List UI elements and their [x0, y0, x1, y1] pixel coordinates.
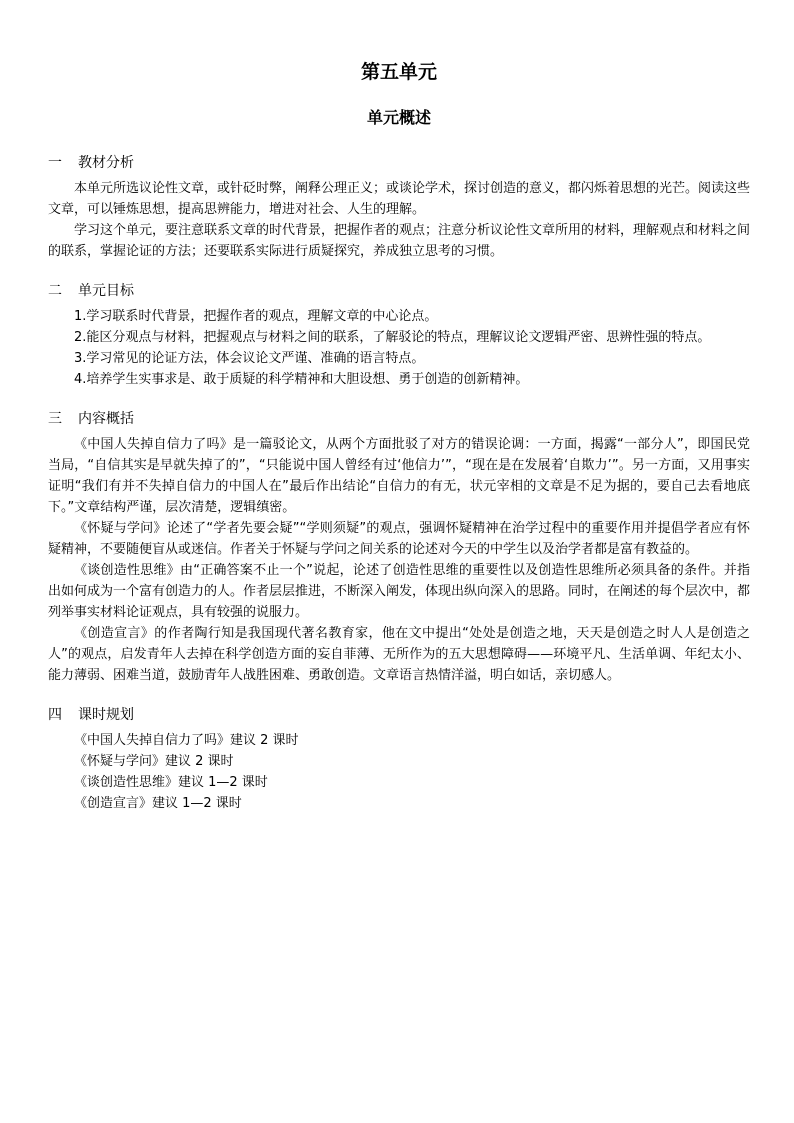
document-subtitle: 单元概述 [366, 108, 431, 127]
section-title: 内容概括 [78, 411, 134, 427]
goal-item: 2.能区分观点与材料，把握观点与材料之间的联系，了解驳论的特点，理解议论文逻辑严密、思辨性强的特点。 [74, 330, 711, 345]
section-heading [48, 408, 750, 430]
goal-item: 1.学习联系时代背景，把握作者的观点，理解文章的中心论点。 [74, 309, 438, 324]
section-title: 课时规划 [78, 707, 134, 723]
paragraph: 学习这个单元，要注意联系文章的时代背景，把握作者的观点；注意分析议论性文章所用的材料，理解观点和材料之间的联系，掌握论证的方法；还要联系实际进行质疑探究，养成独立思考的习惯。 [48, 223, 751, 259]
section-number: 三 [48, 411, 62, 427]
section-number: 四 [48, 707, 62, 723]
paragraph: 《怀疑与学问》论述了“学者先要会疑”“学则须疑”的观点，强调怀疑精神在治学过程中的重要作用并提倡学者应有怀疑精神，不要随便盲从或迷信。作者关于怀疑与学问之间关系的论述对今天的中学生以及治学者都是富有教益的。 [48, 521, 750, 557]
document-page [48, 58, 750, 814]
section-heading [48, 704, 750, 726]
paragraph: 《创造宣言》的作者陶行知是我国现代著名教育家，他在文中提出“处处是创造之地，天天是创造之时人人是创造之人”的观点，启发青年人去掉在科学创造方面的妄自菲薄、无所作为的五大思想障碍——环境平凡、生活单调、年纪太小、能力薄弱、困难当道，鼓励青年人战胜困难、勇敢创造。文章语言热情洋溢，明白如话，亲切感人。 [48, 626, 750, 683]
goal-item: 3.学习常见的论证方法，体会议论文严谨、准确的语言特点。 [74, 351, 425, 366]
paragraph: 本单元所选议论性文章，或针砭时弊，阐释公理正义；或谈论学术，探讨创造的意义，都闪烁着思想的光芒。阅读这些文章，可以锤炼思想，提高思辨能力，增进对社会、人生的理解。 [48, 181, 751, 217]
plan-item: 《怀疑与学问》建议 2 课时 [74, 754, 234, 769]
section-content-summary [48, 408, 750, 686]
section-lesson-plan [48, 704, 750, 814]
section-heading [48, 280, 750, 302]
section-heading [48, 152, 750, 174]
goal-item: 4.培养学生实事求是、敢于质疑的科学精神和大胆设想、勇于创造的创新精神。 [74, 372, 529, 387]
paragraph: 《谈创造性思维》由“正确答案不止一个”说起，论述了创造性思维的重要性以及创造性思维所必须具备的条件。并指出如何成为一个富有创造力的人。作者层层推进，不断深入阐发，体现出纵向深入的思路。同时，在阐述的每个层次中，都列举事实材料论证观点，具有较强的说服力。 [48, 563, 751, 620]
section-number: 二 [48, 283, 62, 299]
section-number: 一 [48, 155, 62, 171]
plan-item: 《中国人失掉自信力了吗》建议 2 课时 [74, 733, 299, 748]
plan-item: 《谈创造性思维》建议 1—2 课时 [74, 775, 268, 790]
section-title: 教材分析 [78, 155, 134, 171]
document-title: 第五单元 [360, 61, 437, 83]
section-unit-goals [48, 280, 750, 390]
paragraph: 《中国人失掉自信力了吗》是一篇驳论文，从两个方面批驳了对方的错误论调：一方面，揭露“一部分人”，即国民党当局，“自信其实是早就失掉了的”，“只能说中国人曾经有过‘他信力’”，“现在是在发展着‘自欺力’”。另一方面，又用事实证明“我们有并不失掉自信力的中国人在”最后作出结论“自信力的有无，状元宰相的文章是不足为据的，要自己去看地底下。”文章结构严谨，层次清楚，逻辑缜密。 [48, 437, 750, 515]
section-title: 单元目标 [78, 283, 134, 299]
plan-item: 《创造宣言》建议 1—2 课时 [74, 796, 242, 811]
section-textbook-analysis [48, 152, 750, 262]
